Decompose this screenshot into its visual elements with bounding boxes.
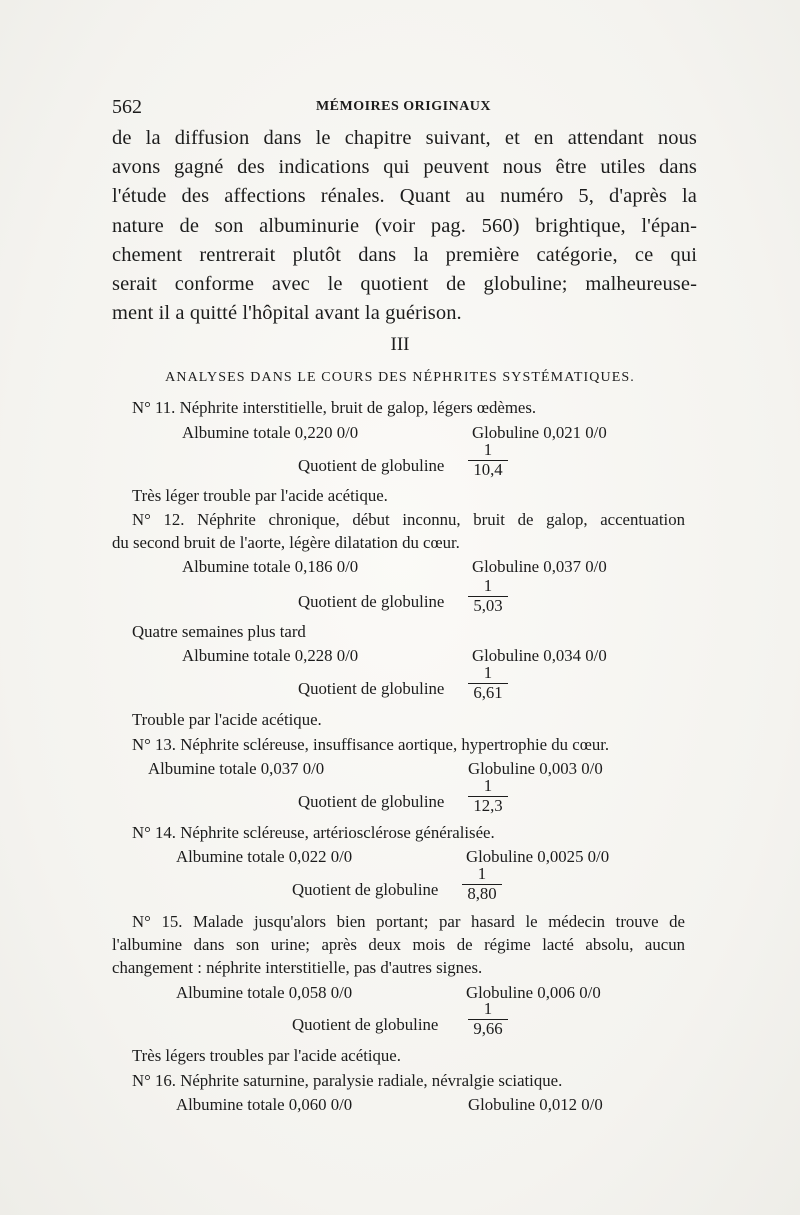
case-12-note: Trouble par l'acide acétique. — [132, 710, 322, 729]
case-12-albumine-2: Albumine totale 0,228 0/0 — [182, 646, 359, 665]
case-12-fraction-2 — [466, 665, 510, 701]
case-14-heading: N° 14. Néphrite scléreuse, artériosclérose généralisée. — [132, 823, 495, 842]
case-11-note: Très léger trouble par l'acide acétique. — [132, 486, 388, 505]
case-15-globuline: Globuline 0,006 0/0 — [466, 983, 601, 1002]
fraction-denominator: 8,80 — [467, 884, 497, 903]
page-number: 562 — [112, 96, 142, 118]
fraction-denominator: 5,03 — [473, 596, 503, 615]
fraction-numerator: 1 — [483, 663, 493, 682]
fraction-numerator: 1 — [483, 576, 493, 595]
case-15-quotient-label: Quotient de globuline — [292, 1015, 439, 1034]
case-14-quotient-label: Quotient de globuline — [292, 880, 439, 899]
case-11-quotient-label: Quotient de globuline — [298, 456, 445, 475]
running-title: MÉMOIRES ORIGINAUX — [315, 99, 492, 114]
intro-line: de la diffusion dans le chapitre suivant, et en attendant nous — [112, 127, 697, 149]
case-15-albumine: Albumine totale 0,058 0/0 — [176, 983, 353, 1002]
case-15-heading-line-1: N° 15. Malade jusqu'alors bien portant; par hasard le médecin trouve de — [132, 912, 685, 931]
case-13-fraction — [466, 778, 510, 814]
case-13-quotient-label: Quotient de globuline — [298, 792, 445, 811]
intro-line: chement rentrerait plutôt dans la première catégorie, ce qui — [112, 243, 697, 266]
case-15-fraction — [466, 1001, 510, 1037]
fraction-denominator: 10,4 — [473, 460, 503, 479]
intro-line: l'étude des affections rénales. Quant au numéro 5, d'après la — [112, 185, 697, 208]
fraction-numerator: 1 — [477, 864, 487, 883]
case-11-fraction — [466, 442, 510, 478]
case-12-fraction — [466, 578, 510, 614]
case-15-heading-line-3: changement : néphrite interstitielle, pas d'autres signes. — [112, 958, 483, 977]
intro-line: serait conforme avec le quotient de globuline; malheureuse- — [112, 273, 697, 296]
fraction-denominator: 9,66 — [473, 1019, 503, 1038]
case-16-albumine: Albumine totale 0,060 0/0 — [176, 1095, 353, 1114]
case-15-note: Très légers troubles par l'acide acétique. — [132, 1046, 401, 1065]
section-title: ANALYSES DANS LE COURS DES NÉPHRITES SYSTÉMATIQUES. — [165, 370, 635, 385]
case-11-albumine: Albumine totale 0,220 0/0 — [182, 423, 359, 442]
case-14-albumine: Albumine totale 0,022 0/0 — [176, 847, 353, 866]
fraction-numerator: 1 — [483, 999, 493, 1018]
case-16-heading: N° 16. Néphrite saturnine, paralysie radiale, névralgie sciatique. — [132, 1071, 563, 1090]
case-12-globuline: Globuline 0,037 0/0 — [472, 557, 607, 576]
fraction-numerator: 1 — [483, 776, 493, 795]
fraction-numerator: 1 — [483, 440, 493, 459]
case-12-heading-line-2: du second bruit de l'aorte, légère dilatation du cœur. — [112, 533, 460, 552]
case-12-quotient-label-2: Quotient de globuline — [298, 679, 445, 698]
case-12-globuline-2: Globuline 0,034 0/0 — [472, 646, 607, 665]
case-16-globuline: Globuline 0,012 0/0 — [468, 1095, 603, 1114]
case-13-heading: N° 13. Néphrite scléreuse, insuffisance aortique, hypertrophie du cœur. — [132, 735, 610, 754]
intro-line: nature de son albuminurie (voir pag. 560) brightique, l'épan- — [112, 214, 697, 237]
case-13-albumine: Albumine totale 0,037 0/0 — [148, 759, 325, 778]
case-14-fraction — [460, 866, 504, 902]
case-13-globuline: Globuline 0,003 0/0 — [468, 759, 603, 778]
intro-line: ment il a quitté l'hôpital avant la guérison. — [112, 302, 462, 325]
section-number: III — [390, 334, 410, 355]
fraction-denominator: 12,3 — [473, 796, 503, 815]
intro-line: avons gagné des indications qui peuvent nous être utiles dans — [112, 156, 697, 179]
case-14-globuline: Globuline 0,0025 0/0 — [466, 847, 610, 866]
case-12-albumine: Albumine totale 0,186 0/0 — [182, 557, 359, 576]
case-12-quotient-label: Quotient de globuline — [298, 592, 445, 611]
case-12-heading-line-1: N° 12. Néphrite chronique, début inconnu, bruit de galop, accentuation — [132, 510, 685, 529]
running-head — [112, 96, 695, 120]
intro-paragraph — [112, 124, 697, 328]
case-11-heading: N° 11. Néphrite interstitielle, bruit de galop, légers œdèmes. — [132, 398, 537, 417]
case-15-heading-line-2: l'albumine dans son urine; après deux mois de régime lacté absolu, aucun — [112, 935, 685, 954]
case-11-globuline: Globuline 0,021 0/0 — [472, 423, 607, 442]
fraction-denominator: 6,61 — [473, 683, 503, 702]
case-12-later-label: Quatre semaines plus tard — [132, 622, 306, 641]
